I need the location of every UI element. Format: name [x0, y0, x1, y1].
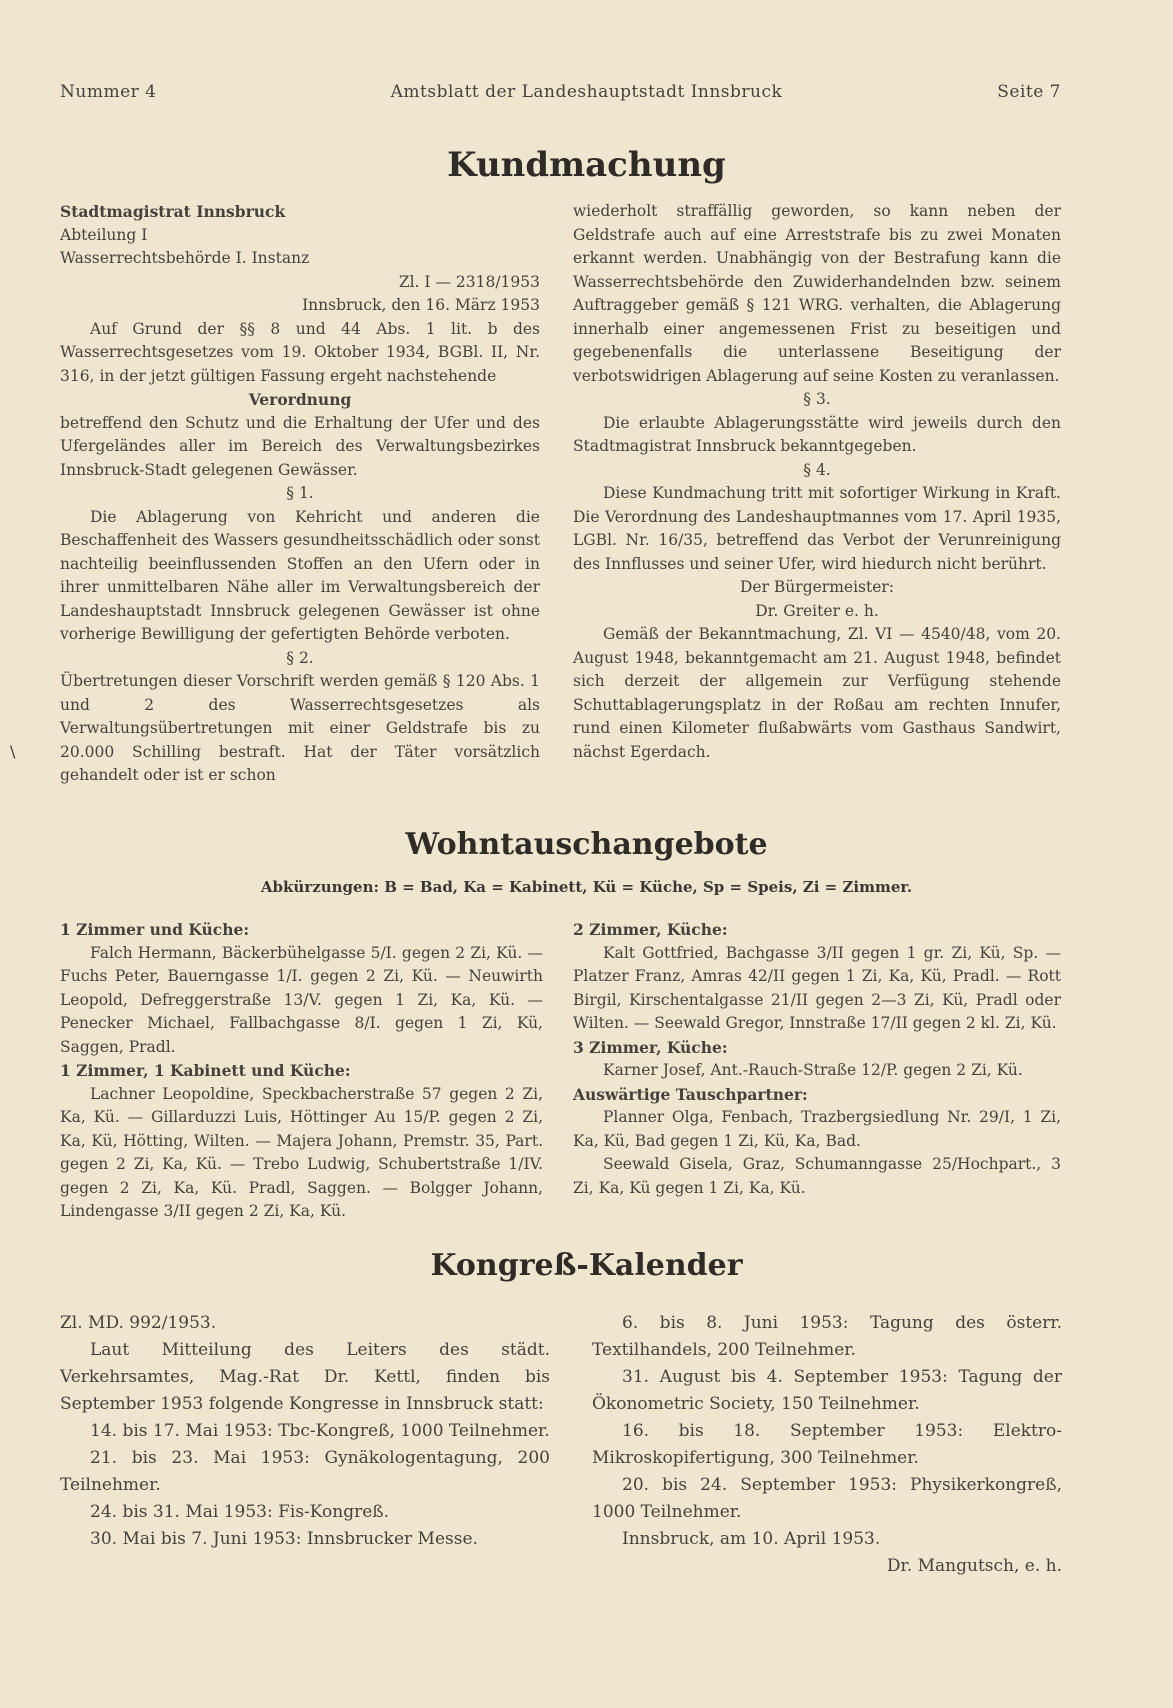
kundmachung-title: Kundmachung [447, 145, 726, 185]
kongress-entry: Laut Mitteilung des Leiters des städt. Verkehrsamtes, Mag.-Rat Dr. Kettl, finden bis September 1953 folgende Kongresse in Innsbruck statt: [60, 1340, 550, 1414]
kundmachung-paragraph: Diese Kundmachung tritt mit sofortiger Wirkung in Kraft. Die Verordnung des Landeshauptmannes vom 17. April 1935, LGBl. Nr. 16/35, betreffend das Verbot der Verunreinigung des Innflusses und seiner Ufer, wird hiedurch nicht berührt. [573, 484, 1061, 573]
kongress-entry: 30. Mai bis 7. Juni 1953: Innsbrucker Messe. [90, 1529, 478, 1549]
header-issue-number: Nummer 4 [60, 82, 157, 102]
kundmachung-paragraph: Die Ablagerung von Kehricht und anderen die Beschaffenheit des Wassers gesundheitsschädlich oder sonst nachteilig beeinflussenden Stoffen an den Ufern oder in ihrer unmittelbaren Nähe aller im Verwaltungsbereich der Landeshauptstadt Innsbruck gelegenen Gewässer ist ohne vorherige Bewilligung der gefertigten Behörde verboten. [60, 507, 540, 643]
kundmachung-paragraph: Der Bürgermeister: [739, 578, 895, 596]
kundmachung-paragraph: Innsbruck, den 16. März 1953 [302, 296, 540, 314]
kongress-right-column [592, 1310, 1062, 1580]
wohntausch-entry: Falch Hermann, Bäckerbühelgasse 5/I. gegen 2 Zi, Kü. — Fuchs Peter, Bauerngasse 1/I. gegen 2 Zi, Kü. — Neuwirth Leopold, Defreggerstraße 13/V. gegen 1 Zi, Ka, Kü. — Penecker Michael, Fallbachgasse 8/I. gegen 1 Zi, Kü, Saggen, Pradl. [60, 943, 543, 1056]
kundmachung-paragraph: Verordnung [248, 390, 352, 409]
wohntausch-entry: 1 Zimmer und Küche: [60, 920, 250, 939]
kundmachung-paragraph: Auf Grund der §§ 8 und 44 Abs. 1 lit. b des Wasserrechtsgesetzes vom 19. Oktober 1934, BGBl. II, Nr. 316, in der jetzt gültigen Fassung ergeht nachstehende [60, 319, 540, 385]
wohntausch-entry: Planner Olga, Fenbach, Trazbergsiedlung Nr. 29/I, 1 Zi, Ka, Kü, Bad gegen 1 Zi, Kü, Ka, Bad. [573, 1108, 1061, 1150]
kongress-entry: 20. bis 24. September 1953: Physikerkongreß, 1000 Teilnehmer. [592, 1475, 1062, 1522]
kongress-entry: 16. bis 18. September 1953: Elektro-Mikroskopifertigung, 300 Teilnehmer. [592, 1421, 1062, 1468]
kundmachung-paragraph: Die erlaubte Ablagerungsstätte wird jeweils durch den Stadtmagistrat Innsbruck bekanntgegeben. [573, 413, 1061, 455]
kongress-entry: Innsbruck, am 10. April 1953. [622, 1529, 881, 1549]
wohntausch-entry: Seewald Gisela, Graz, Schumanngasse 25/Hochpart., 3 Zi, Ka, Kü gegen 1 Zi, Ka, Kü. [573, 1155, 1061, 1197]
kundmachung-paragraph: Dr. Greiter e. h. [755, 601, 879, 620]
kongress-entry: Zl. MD. 992/1953. [60, 1313, 217, 1333]
wohntausch-right-column [573, 918, 1061, 1200]
wohntausch-entry: Auswärtige Tauschpartner: [573, 1084, 808, 1104]
margin-mark: \ [10, 742, 16, 761]
kongress-entry: Dr. Mangutsch, e. h. [886, 1556, 1062, 1576]
kongress-entry: 24. bis 31. Mai 1953: Fis-Kongreß. [90, 1502, 390, 1522]
kongress-entry: 6. bis 8. Juni 1953: Tagung des österr. Textilhandels, 200 Teilnehmer. [592, 1313, 1062, 1360]
kundmachung-paragraph: Stadtmagistrat Innsbruck [60, 202, 286, 221]
kundmachung-paragraph: Wasserrechtsbehörde I. Instanz [60, 249, 310, 267]
wohntausch-left-column [60, 918, 543, 1224]
kundmachung-paragraph: § 2. [286, 648, 314, 667]
kongress-entry: 21. bis 23. Mai 1953: Gynäkologentagung, 200 Teilnehmer. [60, 1448, 550, 1495]
kundmachung-left-column [60, 200, 540, 788]
wohntausch-entry: Lachner Leopoldine, Speckbacherstraße 57 gegen 2 Zi, Ka, Kü. — Gillarduzzi Luis, Höttinger Au 15/P. gegen 2 Zi, Ka, Kü, Hötting, Wilten. — Majera Johann, Premstr. 35, Part. gegen 2 Zi, Ka, Kü. — Trebo Ludwig, Schubertstraße 1/IV. gegen 2 Zi, Ka, Kü. Pradl, Saggen. — Bolgger Johann, Lindengasse 3/II gegen 2 Zi, Ka, Kü. [60, 1084, 543, 1220]
kundmachung-paragraph: Abteilung I [60, 225, 148, 244]
header-page-number: Seite 7 [997, 82, 1061, 102]
kongress-left-column [60, 1310, 550, 1553]
kundmachung-paragraph: wiederholt straffällig geworden, so kann neben der Geldstrafe auch auf eine Arreststrafe bis zu zwei Monaten erkannt werden. Unabhängig von der Bestrafung kann die Wasserrechtsbehörde den Zuwiderhandelnden bzw. seinem Auftraggeber gemäß § 121 WRG. verhalten, die Ablagerung innerhalb einer angemessenen Frist zu beseitigen und gegebenenfalls die unterlassene Beseitigung der verbotswidrigen Ablagerung auf seine Kosten zu veranlassen. [573, 202, 1061, 385]
wohntausch-entry: 1 Zimmer, 1 Kabinett und Küche: [60, 1061, 351, 1080]
wohntausch-title: Wohntauschangebote [405, 827, 768, 862]
header-publication-title: Amtsblatt der Landeshauptstadt Innsbruck [390, 82, 783, 102]
kundmachung-right-column [573, 200, 1061, 764]
wohntausch-entry: 3 Zimmer, Küche: [573, 1037, 728, 1057]
kundmachung-paragraph: § 1. [286, 484, 314, 502]
kundmachung-paragraph: Übertretungen dieser Vorschrift werden gemäß § 120 Abs. 1 und 2 des Wasserrechtsgesetzes als Verwaltungsübertretungen mit einer Geldstrafe bis zu 20.000 Schilling bestraft. Hat der Täter vorsätzlich gehandelt oder ist er schon [60, 672, 540, 784]
kundmachung-paragraph: Zl. I — 2318/1953 [398, 272, 540, 291]
wohntausch-entry: Karner Josef, Ant.-Rauch-Straße 12/P. gegen 2 Zi, Kü. [603, 1061, 1023, 1079]
kongress-title: Kongreß-Kalender [430, 1248, 743, 1283]
kundmachung-paragraph: betreffend den Schutz und die Erhaltung der Ufer und des Ufergeländes aller im Bereich des Verwaltungsbezirkes Innsbruck-Stadt gelegenen Gewässer. [60, 413, 540, 479]
wohntausch-entry: Kalt Gottfried, Bachgasse 3/II gegen 1 gr. Zi, Kü, Sp. — Platzer Franz, Amras 42/II gegen 1 Zi, Ka, Kü, Pradl. — Rott Birgil, Kirschentalgasse 21/II gegen 2—3 Zi, Kü, Pradl oder Wilten. — Seewald Gregor, Innstraße 17/II gegen 2 kl. Zi, Kü. [573, 943, 1061, 1032]
kundmachung-paragraph: Gemäß der Bekanntmachung, Zl. VI — 4540/48, vom 20. August 1948, bekanntgemacht am 21. August 1948, befindet sich derzeit der allgemein zur Verfügung stehende Schuttablagerungsplatz in der Roßau am rechten Innufer, rund einen Kilometer flußabwärts vom Gasthaus Sandwirt, nächst Egerdach. [573, 625, 1061, 761]
kongress-entry: 31. August bis 4. September 1953: Tagung der Ökonometric Society, 150 Teilnehmer. [592, 1367, 1062, 1414]
kongress-entry: 14. bis 17. Mai 1953: Tbc-Kongreß, 1000 Teilnehmer. [90, 1421, 550, 1441]
abbreviations-legend: Abkürzungen: B = Bad, Ka = Kabinett, Kü = Küche, Sp = Speis, Zi = Zimmer. [260, 878, 913, 896]
wohntausch-entry: 2 Zimmer, Küche: [573, 920, 728, 939]
kundmachung-paragraph: § 3. [803, 390, 831, 408]
kundmachung-paragraph: § 4. [803, 460, 831, 479]
